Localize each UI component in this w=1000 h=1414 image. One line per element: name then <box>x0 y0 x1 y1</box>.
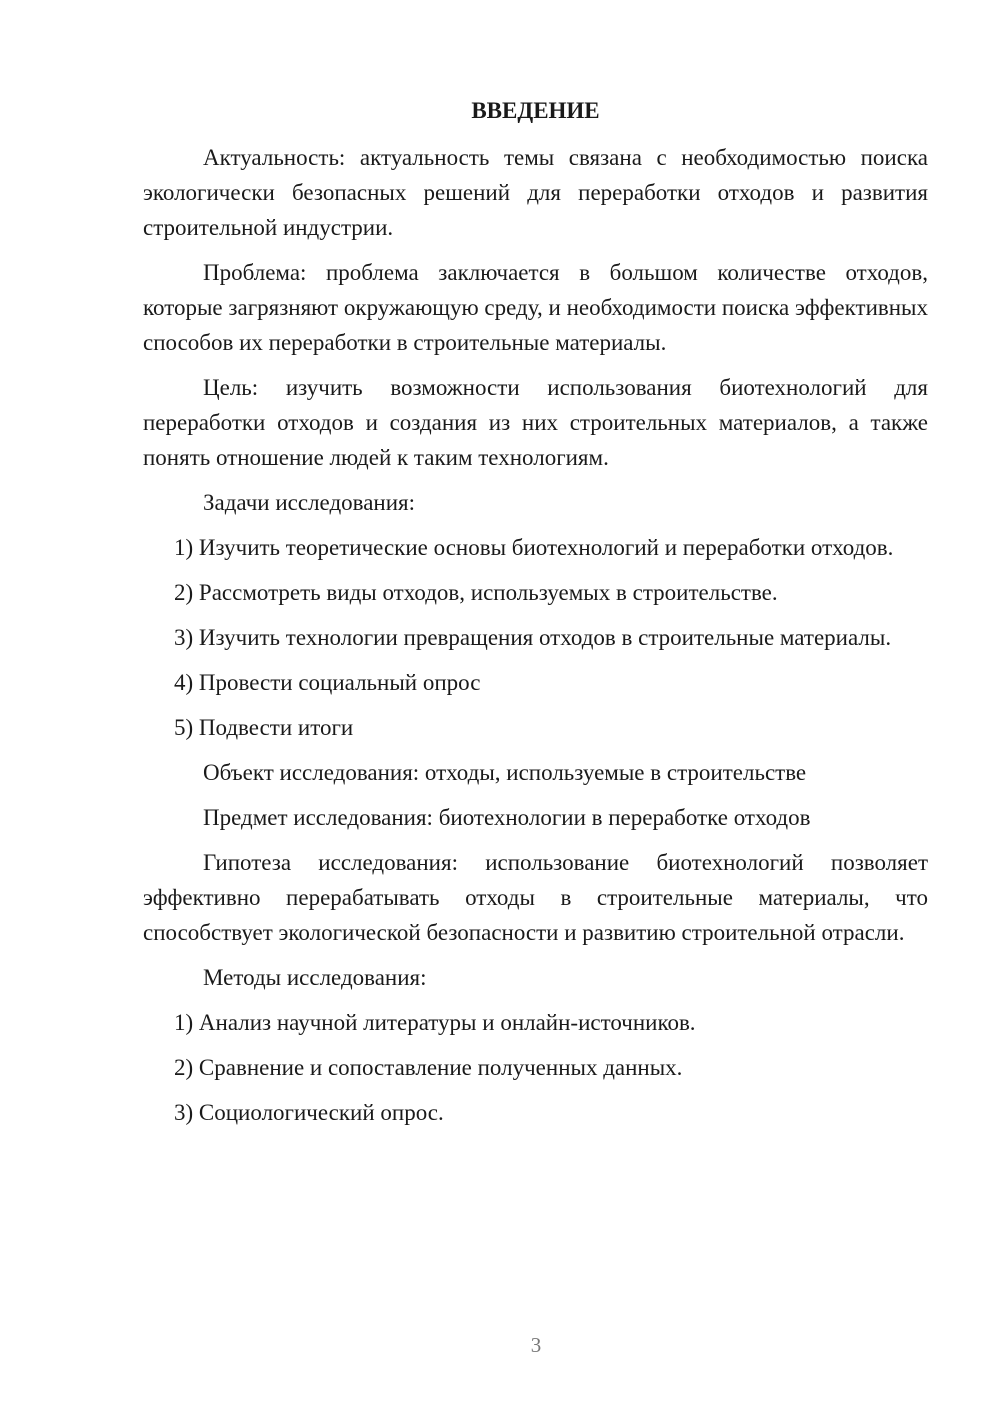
relevance-paragraph: Актуальность: актуальность темы связана с необходимостью поиска экологически безопасных решений для переработки отходов и развития строительной индустрии. <box>143 145 928 240</box>
task-item: 5) Подвести итоги <box>174 715 354 740</box>
goal-paragraph: Цель: изучить возможности использования биотехнологий для переработки отходов и создания из них строительных материалов, а также понять отношение людей к таким технологиям. <box>143 375 928 470</box>
page-content <box>143 93 928 1140</box>
methods-heading: Методы исследования: <box>203 965 427 990</box>
method-item: 1) Анализ научной литературы и онлайн-источников. <box>174 1010 696 1035</box>
object-paragraph: Объект исследования: отходы, используемые в строительстве <box>203 760 807 785</box>
task-item: 2) Рассмотреть виды отходов, используемых в строительстве. <box>174 580 778 605</box>
task-item: 1) Изучить теоретические основы биотехнологий и переработки отходов. <box>174 535 894 560</box>
method-item: 3) Социологический опрос. <box>174 1100 444 1125</box>
problem-paragraph: Проблема: проблема заключается в большом количестве отходов, которые загрязняют окружающую среду, и необходимости поиска эффективных способов их переработки в строительные материалы. <box>143 260 928 355</box>
method-item: 2) Сравнение и сопоставление полученных данных. <box>174 1055 683 1080</box>
page-number: 3 <box>530 1333 542 1357</box>
hypothesis-paragraph: Гипотеза исследования: использование биотехнологий позволяет эффективно перерабатывать отходы в строительные материалы, что способствует экологической безопасности и развитию строительной отрасли. <box>143 850 928 945</box>
tasks-heading: Задачи исследования: <box>203 490 416 515</box>
task-item: 4) Провести социальный опрос <box>174 670 481 695</box>
page-title: ВВЕДЕНИЕ <box>471 98 600 123</box>
task-item: 3) Изучить технологии превращения отходов в строительные материалы. <box>174 625 892 650</box>
subject-paragraph: Предмет исследования: биотехнологии в переработке отходов <box>203 805 811 830</box>
